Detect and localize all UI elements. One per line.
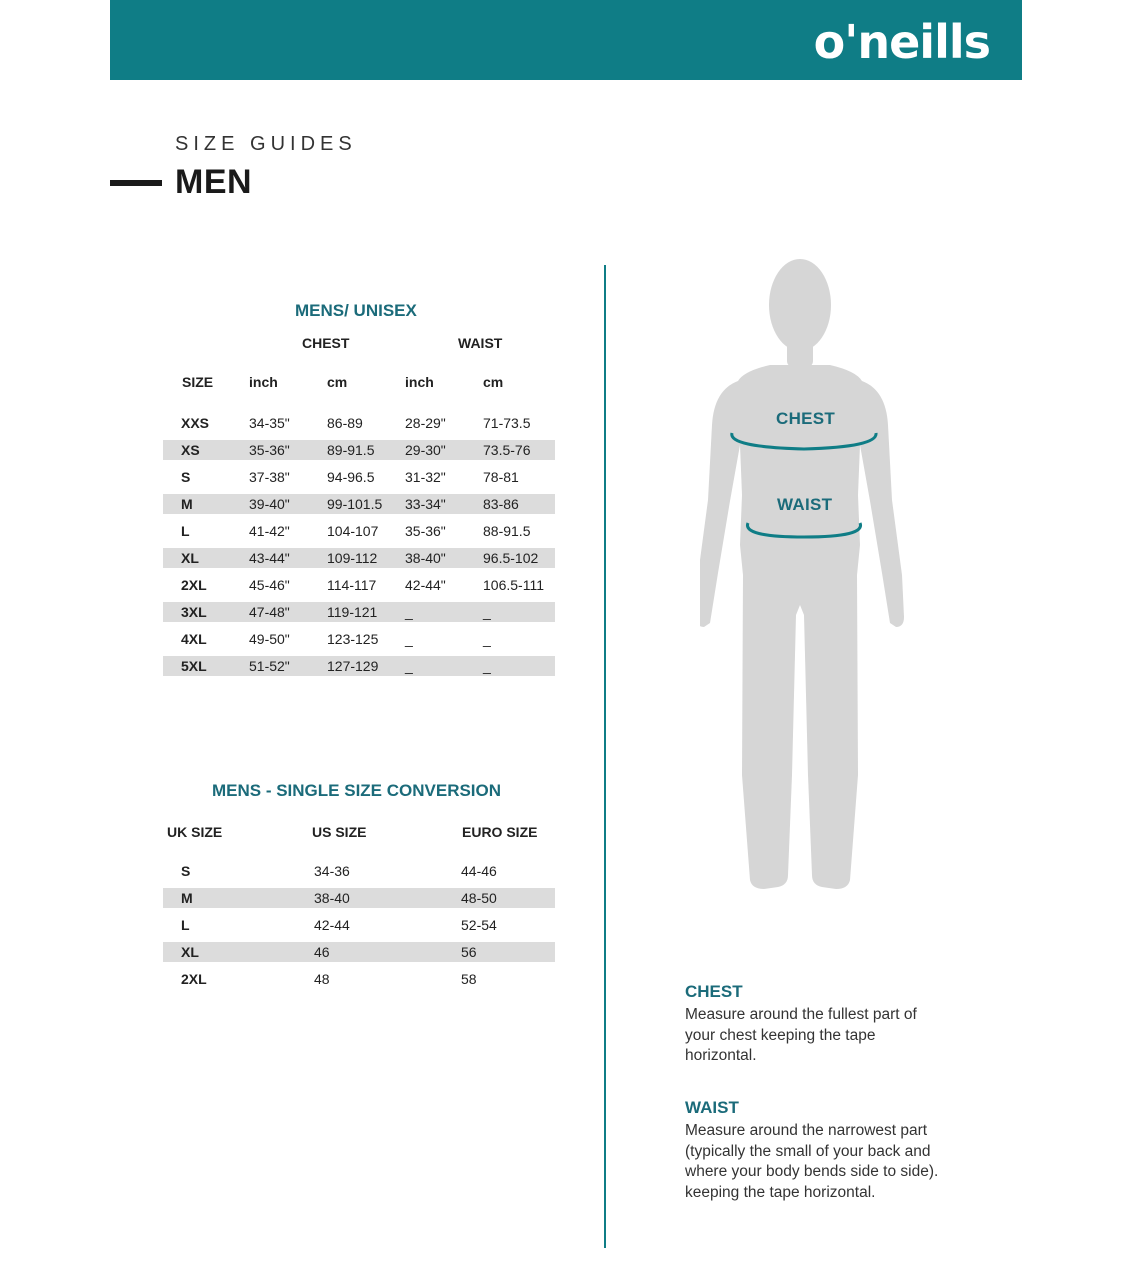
table-row xyxy=(163,440,555,460)
mens-table-title: MENS/ UNISEX xyxy=(295,301,417,320)
table-row xyxy=(163,602,555,622)
table-cell: 34-35" xyxy=(249,415,290,431)
table-row xyxy=(163,521,555,541)
table-cell: 38-40" xyxy=(405,550,446,566)
column-header-waist-inch: inch xyxy=(405,374,434,390)
table-cell: S xyxy=(181,469,191,485)
chest-instruction-line: Measure around the fullest part of xyxy=(685,1006,917,1023)
table-cell: M xyxy=(181,496,193,512)
brand-logo: o'neills xyxy=(813,15,990,69)
chest-instruction-title: CHEST xyxy=(685,982,743,1001)
table-cell: 109-112 xyxy=(327,550,378,566)
table-row xyxy=(163,494,555,514)
table-cell: 73.5-76 xyxy=(483,442,531,458)
header-bar xyxy=(110,0,1022,80)
page-kicker: SIZE GUIDES xyxy=(175,133,357,155)
table-row xyxy=(163,861,555,881)
table-row xyxy=(163,888,555,908)
table-cell: S xyxy=(181,863,191,879)
table-cell: 106.5-111 xyxy=(483,577,544,593)
body-silhouette-illustration xyxy=(700,255,915,895)
table-cell: 49-50" xyxy=(249,631,290,647)
table-cell: 33-34" xyxy=(405,496,446,512)
table-cell: 104-107 xyxy=(327,523,379,539)
column-header-us-size: US SIZE xyxy=(312,824,367,840)
chest-instruction-text xyxy=(685,1005,975,1067)
table-row xyxy=(163,548,555,568)
waist-group-header: WAIST xyxy=(458,335,503,351)
table-cell: 127-129 xyxy=(327,658,379,674)
table-cell: _ xyxy=(405,604,413,620)
waist-instruction-line: Measure around the narrowest part xyxy=(685,1122,928,1139)
table-cell: _ xyxy=(405,631,413,647)
table-cell: 114-117 xyxy=(327,577,377,593)
table-cell: 43-44" xyxy=(249,550,290,566)
table-row xyxy=(163,969,555,989)
conversion-table-title: MENS - SINGLE SIZE CONVERSION xyxy=(212,781,502,800)
table-cell: 58 xyxy=(461,971,477,987)
table-cell: XL xyxy=(181,550,199,566)
column-header-euro-size: EURO SIZE xyxy=(462,824,538,840)
table-cell: 51-52" xyxy=(249,658,290,674)
column-header-size: SIZE xyxy=(182,374,214,390)
table-cell: 39-40" xyxy=(249,496,290,512)
column-header-chest-inch: inch xyxy=(249,374,278,390)
page-title: MEN xyxy=(175,163,253,201)
table-row xyxy=(163,915,555,935)
table-cell: 42-44" xyxy=(405,577,446,593)
table-cell: _ xyxy=(483,631,491,647)
table-cell: L xyxy=(181,917,190,933)
waist-instruction-line: keeping the tape horizontal. xyxy=(685,1183,876,1201)
table-cell: 44-46 xyxy=(461,863,497,879)
column-header-chest-cm: cm xyxy=(327,374,348,390)
silhouette-shape xyxy=(700,259,904,889)
chest-group-header: CHEST xyxy=(302,335,350,351)
table-row xyxy=(163,575,555,595)
table-cell: 34-36 xyxy=(314,863,350,879)
table-cell: 83-86 xyxy=(483,496,519,512)
table-cell: 41-42" xyxy=(249,523,290,539)
table-cell: 38-40 xyxy=(314,890,350,906)
table-cell: 35-36" xyxy=(405,523,446,539)
table-cell: 52-54 xyxy=(461,917,497,933)
table-row xyxy=(163,413,555,433)
table-cell: 48 xyxy=(314,971,330,987)
title-dash xyxy=(110,180,162,186)
table-row xyxy=(163,467,555,487)
column-header-uk-size: UK SIZE xyxy=(167,824,223,840)
column-divider xyxy=(604,265,606,1248)
table-cell: 86-89 xyxy=(327,415,363,431)
table-cell: _ xyxy=(483,658,491,674)
table-row xyxy=(163,656,555,676)
chest-instruction-line: horizontal. xyxy=(685,1047,757,1064)
figure-chest-label: CHEST xyxy=(776,409,836,428)
table-cell: 5XL xyxy=(181,658,207,674)
table-cell: 29-30" xyxy=(405,442,446,458)
table-cell: 88-91.5 xyxy=(483,523,531,539)
table-cell: M xyxy=(181,890,193,906)
waist-instruction-line: (typically the small of your back and xyxy=(685,1142,931,1160)
table-cell: 4XL xyxy=(181,631,207,647)
table-cell: L xyxy=(181,523,190,539)
table-cell: 78-81 xyxy=(483,469,519,485)
table-cell: 2XL xyxy=(181,577,207,593)
table-cell: 28-29" xyxy=(405,415,446,431)
table-cell: 2XL xyxy=(181,971,207,987)
chest-instruction-line: your chest keeping the tape xyxy=(685,1026,876,1044)
waist-instruction-line: where your body bends side to side). xyxy=(685,1163,939,1180)
table-cell: 48-50 xyxy=(461,890,497,906)
table-cell: 94-96.5 xyxy=(327,469,375,485)
figure-waist-label: WAIST xyxy=(777,495,833,514)
table-cell: 31-32" xyxy=(405,469,446,485)
table-cell: XXS xyxy=(181,415,210,431)
table-cell: _ xyxy=(483,604,491,620)
table-cell: 37-38" xyxy=(249,469,290,485)
table-cell: XL xyxy=(181,944,199,960)
table-cell: 56 xyxy=(461,944,477,960)
waist-instruction-title: WAIST xyxy=(685,1098,739,1117)
table-cell: 42-44 xyxy=(314,917,350,933)
table-cell: 47-48" xyxy=(249,604,290,620)
waist-instruction-text xyxy=(685,1121,975,1203)
table-cell: 46 xyxy=(314,944,330,960)
table-cell: 99-101.5 xyxy=(327,496,383,512)
table-row xyxy=(163,942,555,962)
table-cell: 123-125 xyxy=(327,631,379,647)
column-header-waist-cm: cm xyxy=(483,374,504,390)
table-cell: 35-36" xyxy=(249,442,290,458)
table-cell: XS xyxy=(181,442,200,458)
table-cell: 45-46" xyxy=(249,577,290,593)
table-cell: 89-91.5 xyxy=(327,442,375,458)
table-cell: _ xyxy=(405,658,413,674)
table-row xyxy=(163,629,555,649)
table-cell: 3XL xyxy=(181,604,207,620)
table-cell: 96.5-102 xyxy=(483,550,539,566)
table-cell: 71-73.5 xyxy=(483,415,531,431)
table-cell: 119-121 xyxy=(327,604,378,620)
